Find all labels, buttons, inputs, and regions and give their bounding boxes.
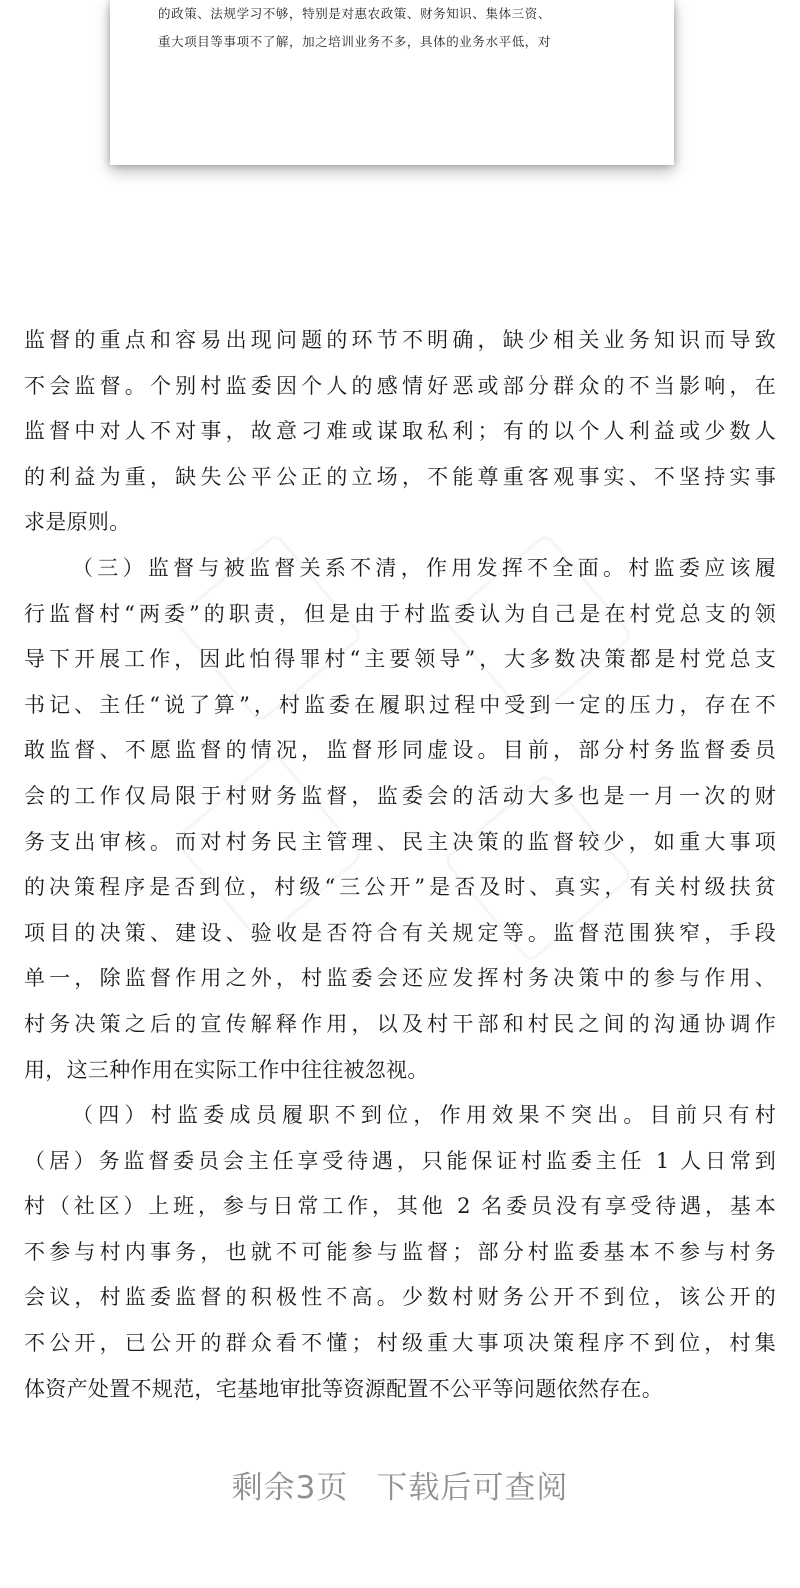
section-heading-line: （四）村监委成员履职不到位，作用效果不突出。目前只有村	[72, 1103, 776, 1128]
text-line: 导下开展工作，因此怕得罪村“主要领导”，大多数决策都是村党总支	[24, 647, 776, 672]
text-line: 村务决策之后的宣传解释作用，以及村干部和村民之间的沟通协调作	[24, 1011, 776, 1036]
text-line: 不会监督。个别村监委因个人的感情好恶或部分群众的不当影响，在	[24, 373, 776, 398]
text-line: 单一，除监督作用之外，村监委会还应发挥村务决策中的参与作用、	[24, 966, 776, 991]
text-line: 监督中对人不对事，故意刁难或谋取私利；有的以个人利益或少数人	[24, 419, 776, 444]
preview-line: 重大项目等事项不了解，加之培训业务不多，具体的业务水平低，对	[158, 34, 552, 49]
download-prompt[interactable]	[0, 1462, 800, 1507]
text-line: 不公开，已公开的群众看不懂；村级重大事项决策程序不到位，村集	[24, 1331, 776, 1356]
text-line: 书记、主任“说了算”，村监委在履职过程中受到一定的压力，存在不	[24, 692, 776, 717]
text-line: 村（社区）上班，参与日常工作，其他 2 名委员没有享受待遇，基本	[24, 1194, 776, 1219]
text-line: 会议，村监委监督的积极性不高。少数村财务公开不到位，该公开的	[24, 1285, 776, 1310]
text-line: 的决策程序是否到位，村级“三公开”是否及时、真实，有关村级扶贫	[24, 875, 776, 900]
text-line: 敢监督、不愿监督的情况，监督形同虚设。目前，部分村务监督委员	[24, 738, 776, 763]
section-heading-line: （三）监督与被监督关系不清，作用发挥不全面。村监委应该履	[72, 555, 776, 580]
text-line: 监督的重点和容易出现问题的环节不明确，缺少相关业务知识而导致	[24, 328, 776, 352]
text-line: 求是原则。	[24, 510, 131, 535]
text-line: 不参与村内事务，也就不可能参与监督；部分村监委基本不参与村务	[24, 1239, 776, 1264]
text-line: 行监督村“两委”的职责，但是由于村监委认为自己是在村党总支的领	[24, 601, 776, 626]
text-line: 的利益为重，缺失公平公正的立场，不能尊重客观事实、不坚持实事	[24, 464, 776, 489]
text-line: 项目的决策、建设、验收是否符合有关规定等。监督范围狭窄，手段	[24, 920, 776, 945]
remaining-pages-text[interactable]: 剩余3页	[231, 1470, 349, 1506]
text-line: （居）务监督委员会主任享受待遇，只能保证村监委主任 1 人日常到	[24, 1148, 776, 1173]
document-preview-card	[110, 0, 674, 165]
text-line: 体资产处置不规范，宅基地审批等资源配置不公平等问题依然存在。	[24, 1376, 663, 1401]
text-line: 用，这三种作用在实际工作中往往被忽视。	[24, 1057, 429, 1082]
preview-line: 的政策、法规学习不够，特别是对惠农政策、财务知识、集体三资、	[158, 6, 552, 21]
download-to-view-text[interactable]: 下载后可查阅	[376, 1470, 569, 1506]
text-line: 会的工作仅局限于村财务监督，监委会的活动大多也是一月一次的财	[24, 783, 776, 808]
document-body	[24, 318, 776, 1412]
text-line: 务支出审核。而对村务民主管理、民主决策的监督较少，如重大事项	[24, 829, 776, 854]
